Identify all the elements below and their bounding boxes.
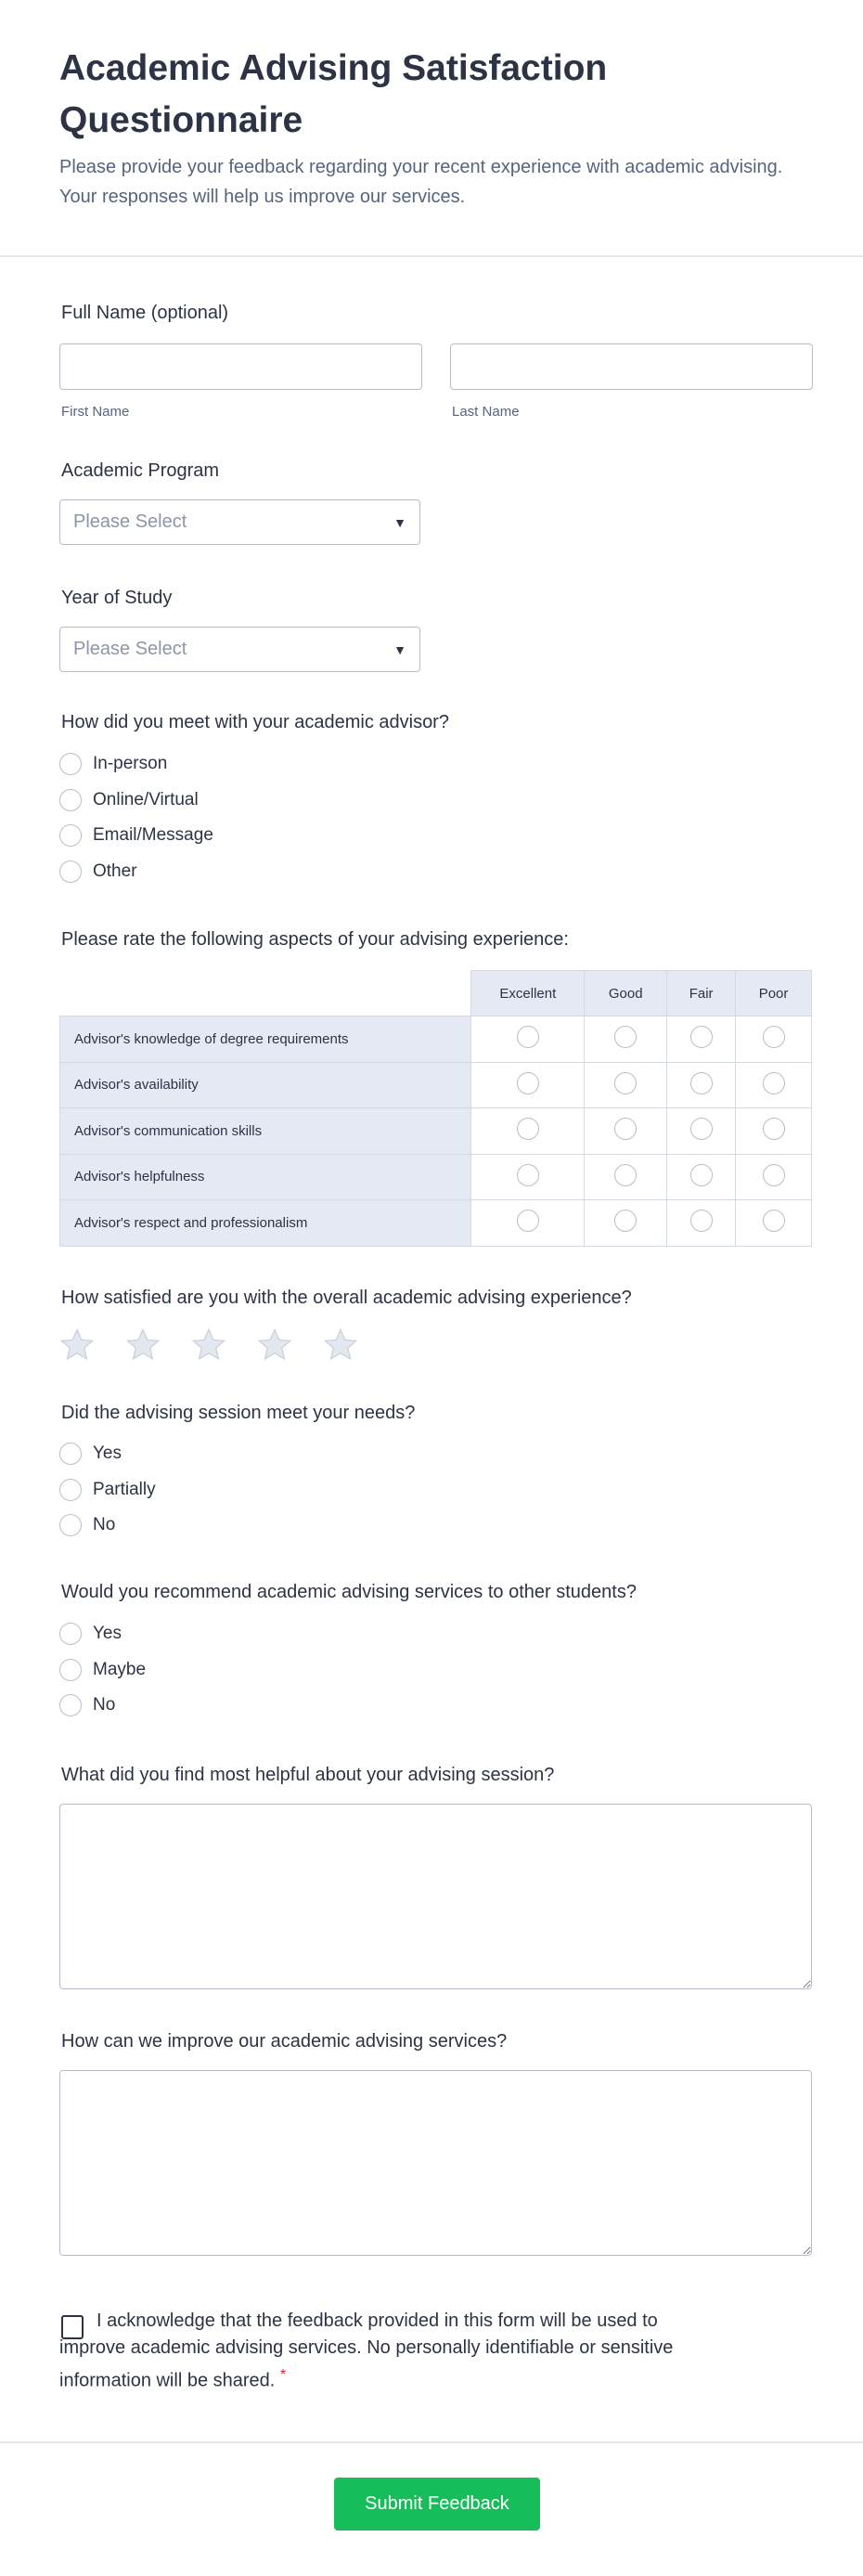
year-label: Year of Study: [61, 588, 173, 608]
matrix-cell[interactable]: [736, 1062, 812, 1108]
radio-button[interactable]: [59, 753, 82, 775]
radio-button[interactable]: [59, 861, 82, 883]
chevron-down-icon: ▼: [393, 514, 406, 530]
full-name-label: Full Name (optional): [61, 303, 229, 323]
radio-button[interactable]: [517, 1164, 539, 1186]
matrix-cell[interactable]: [736, 1016, 812, 1063]
matrix-cell[interactable]: [585, 1200, 667, 1247]
option-label: Other: [93, 861, 137, 881]
star-icon[interactable]: [125, 1327, 161, 1363]
radio-button[interactable]: [59, 824, 82, 847]
radio-button[interactable]: [517, 1072, 539, 1094]
acknowledge-label: [59, 2308, 709, 2395]
matrix-row-label: Advisor's knowledge of degree requirements: [60, 1016, 471, 1063]
page-description: Please provide your feedback regarding your recent experience with academic advising. Your responses will help us improve our services.: [59, 157, 783, 207]
radio-button[interactable]: [614, 1026, 637, 1048]
page-title: Academic Advising Satisfaction Questionnaire: [59, 48, 608, 140]
radio-button[interactable]: [59, 1623, 82, 1645]
matrix-cell[interactable]: [471, 1200, 585, 1247]
radio-button[interactable]: [690, 1026, 713, 1048]
last-name-input[interactable]: [450, 343, 813, 390]
radio-button[interactable]: [59, 1443, 82, 1465]
radio-button[interactable]: [763, 1072, 785, 1094]
radio-button[interactable]: [763, 1210, 785, 1232]
matrix-row: [60, 1200, 812, 1247]
radio-button[interactable]: [690, 1210, 713, 1232]
matrix-cell[interactable]: [736, 1108, 812, 1155]
year-placeholder: Please Select: [73, 639, 187, 659]
matrix-cell[interactable]: [667, 1108, 736, 1155]
recommend-option[interactable]: [59, 1694, 115, 1716]
meet-label: How did you meet with your academic advisor?: [61, 712, 449, 732]
last-name-sublabel: Last Name: [452, 404, 520, 420]
footer-divider: [0, 2441, 863, 2443]
first-name-input[interactable]: [59, 343, 422, 390]
option-label: Partially: [93, 1479, 156, 1499]
star-icon[interactable]: [257, 1327, 292, 1363]
radio-button[interactable]: [517, 1118, 539, 1140]
radio-button[interactable]: [517, 1210, 539, 1232]
recommend-label: Would you recommend academic advising services to other students?: [61, 1582, 637, 1602]
matrix-cell[interactable]: [736, 1200, 812, 1247]
matrix-cell[interactable]: [585, 1016, 667, 1063]
matrix-column-header: Fair: [667, 971, 736, 1016]
radio-button[interactable]: [690, 1072, 713, 1094]
program-select[interactable]: [59, 499, 420, 545]
radio-button[interactable]: [690, 1164, 713, 1186]
meet-option[interactable]: [59, 789, 199, 811]
matrix-cell[interactable]: [667, 1200, 736, 1247]
option-label: In-person: [93, 754, 168, 773]
improve-textarea[interactable]: [59, 2070, 812, 2256]
helpful-textarea[interactable]: [59, 1804, 812, 1989]
option-label: Email/Message: [93, 825, 213, 846]
year-select[interactable]: [59, 627, 420, 672]
matrix-cell[interactable]: [471, 1062, 585, 1108]
program-label: Academic Program: [61, 460, 220, 481]
matrix-row-label: Advisor's availability: [60, 1062, 471, 1108]
matrix-cell[interactable]: [585, 1154, 667, 1200]
radio-button[interactable]: [59, 1659, 82, 1681]
matrix-cell[interactable]: [471, 1154, 585, 1200]
matrix-cell[interactable]: [667, 1062, 736, 1108]
option-label: Online/Virtual: [93, 789, 199, 809]
acknowledge-text: I acknowledge that the feedback provided in this form will be used to improve academic advising services. No personally identifiable or sensitive information will be shared.: [59, 2311, 674, 2391]
matrix-row-label: Advisor's helpfulness: [60, 1154, 471, 1200]
matrix-label: Please rate the following aspects of your advising experience:: [61, 929, 569, 950]
needs-option[interactable]: [59, 1443, 122, 1465]
recommend-option[interactable]: [59, 1659, 146, 1681]
option-label: Yes: [93, 1443, 122, 1463]
star-icon[interactable]: [323, 1327, 358, 1363]
matrix-column-header: Good: [585, 971, 667, 1016]
radio-button[interactable]: [517, 1026, 539, 1048]
matrix-column-header: Poor: [736, 971, 812, 1016]
radio-button[interactable]: [59, 789, 82, 811]
required-mark: *: [279, 2367, 287, 2383]
matrix-row: [60, 1154, 812, 1200]
matrix-cell[interactable]: [736, 1154, 812, 1200]
option-label: No: [93, 1695, 116, 1715]
radio-button[interactable]: [763, 1118, 785, 1140]
radio-button[interactable]: [614, 1164, 637, 1186]
radio-button[interactable]: [59, 1514, 82, 1536]
radio-button[interactable]: [614, 1072, 637, 1094]
matrix-cell[interactable]: [667, 1154, 736, 1200]
matrix-row-label: Advisor's respect and professionalism: [60, 1200, 471, 1247]
star-icon[interactable]: [59, 1327, 95, 1363]
program-placeholder: Please Select: [73, 511, 187, 532]
matrix-row: [60, 1108, 812, 1155]
needs-option[interactable]: [59, 1479, 156, 1501]
matrix-cell[interactable]: [667, 1016, 736, 1063]
radio-button[interactable]: [59, 1479, 82, 1501]
recommend-option[interactable]: [59, 1623, 122, 1645]
meet-option[interactable]: [59, 824, 213, 847]
submit-button[interactable]: Submit Feedback: [334, 2478, 540, 2531]
star-icon[interactable]: [191, 1327, 226, 1363]
rating-label: How satisfied are you with the overall academic advising experience?: [61, 1288, 632, 1308]
matrix-corner: [60, 971, 471, 1016]
matrix-cell[interactable]: [585, 1062, 667, 1108]
matrix-cell[interactable]: [585, 1108, 667, 1155]
matrix-cell[interactable]: [471, 1016, 585, 1063]
star-rating: [59, 1327, 358, 1363]
matrix-row-label: Advisor's communication skills: [60, 1108, 471, 1155]
option-label: Maybe: [93, 1659, 147, 1679]
matrix-row: [60, 1016, 812, 1063]
needs-label: Did the advising session meet your needs?: [61, 1403, 416, 1423]
header-divider: [0, 255, 863, 257]
radio-button[interactable]: [763, 1164, 785, 1186]
rating-matrix: [59, 970, 812, 1247]
matrix-cell[interactable]: [471, 1108, 585, 1155]
radio-button[interactable]: [614, 1210, 637, 1232]
option-label: No: [93, 1515, 116, 1535]
chevron-down-icon: ▼: [393, 641, 406, 657]
helpful-label: What did you find most helpful about your advising session?: [61, 1765, 555, 1785]
radio-button[interactable]: [614, 1118, 637, 1140]
matrix-row: [60, 1062, 812, 1108]
option-label: Yes: [93, 1624, 122, 1643]
first-name-sublabel: First Name: [61, 404, 130, 420]
needs-option[interactable]: [59, 1514, 115, 1536]
improve-label: How can we improve our academic advising services?: [61, 2031, 508, 2052]
radio-button[interactable]: [763, 1026, 785, 1048]
radio-button[interactable]: [59, 1694, 82, 1716]
matrix-column-header: Excellent: [471, 971, 585, 1016]
meet-option[interactable]: [59, 861, 137, 883]
meet-option[interactable]: [59, 753, 167, 775]
radio-button[interactable]: [690, 1118, 713, 1140]
